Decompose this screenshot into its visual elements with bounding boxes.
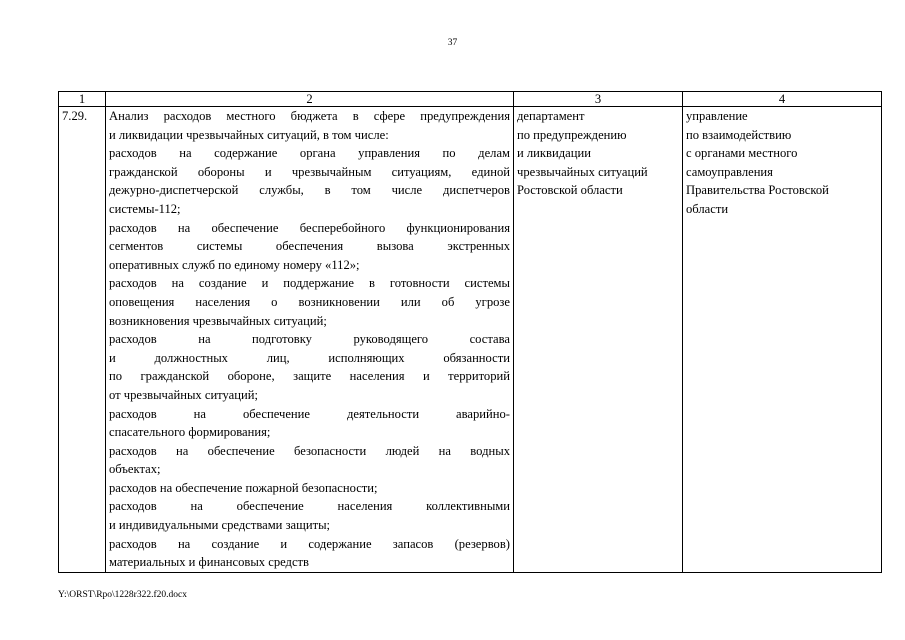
document-table: [58, 91, 853, 573]
description-line: и ликвидации чрезвычайных ситуаций, в том числе:: [109, 127, 389, 142]
coexecutor-cell: [683, 107, 882, 573]
table: [58, 91, 882, 573]
coexecutor-line: области: [686, 201, 729, 216]
description-line: возникновения чрезвычайных ситуаций;: [109, 313, 327, 328]
header-col-4: 4: [683, 92, 882, 107]
description-line: сегментов системы обеспечения вызова экстренных: [109, 239, 510, 254]
description-line: по гражданской обороне, защите населения и территорий: [109, 369, 510, 384]
responsible-line: департамент: [517, 109, 585, 123]
description-line: расходов на создание и содержание запасов (резервов): [109, 536, 510, 551]
description-line: расходов на обеспечение деятельности аварийно-: [109, 406, 510, 421]
header-col-1: 1: [59, 92, 106, 107]
description-line: и должностных лиц, исполняющих обязанности: [109, 350, 510, 365]
description-line: объектах;: [109, 462, 161, 477]
coexecutor-line: по взаимодействию: [686, 127, 792, 142]
description-line: спасательного формирования;: [109, 425, 271, 440]
description-line: расходов на обеспечение населения коллективными: [109, 499, 510, 514]
description-line: Анализ расходов местного бюджета в сфере предупреждения: [109, 109, 510, 123]
coexecutor-line: управление: [686, 109, 748, 123]
responsible-cell: [514, 107, 683, 573]
description-line: расходов на подготовку руководящего состава: [109, 332, 510, 347]
page-number: 37: [447, 38, 458, 48]
footer-file-path: Y:\ORST\Rpo\1228r322.f20.docx: [58, 590, 187, 600]
description-line: гражданской обороны и чрезвычайным ситуациям, единой: [109, 164, 510, 179]
row-number-cell: 7.29.: [59, 107, 106, 573]
description-line: дежурно-диспетчерской службы, в том числе диспетчеров: [109, 183, 510, 198]
coexecutor-line: с органами местного: [686, 146, 798, 161]
description-line: и индивидуальными средствами защиты;: [109, 518, 331, 533]
header-col-3: 3: [514, 92, 683, 107]
description-line: оповещения населения о возникновении или об угрозе: [109, 294, 510, 309]
description-line: расходов на создание и поддержание в готовности системы: [109, 276, 510, 291]
header-col-2: 2: [106, 92, 514, 107]
description-line: расходов на обеспечение безопасности людей на водных: [109, 443, 510, 458]
description-line: системы-112;: [109, 201, 181, 216]
description-line: расходов на обеспечение бесперебойного функционирования: [109, 220, 510, 235]
description-line: расходов на обеспечение пожарной безопасности;: [109, 480, 378, 495]
responsible-line: чрезвычайных ситуаций: [517, 164, 648, 179]
responsible-line: Ростовской области: [517, 183, 623, 198]
description-line: оперативных служб по единому номеру «112»;: [109, 257, 360, 272]
responsible-line: по предупреждению: [517, 127, 627, 142]
table-header-row: [59, 92, 882, 107]
description-line: от чрезвычайных ситуаций;: [109, 387, 258, 402]
coexecutor-line: Правительства Ростовской: [686, 183, 829, 198]
description-line: материальных и финансовых средств: [109, 555, 310, 570]
description-line: расходов на содержание органа управления по делам: [109, 146, 510, 161]
coexecutor-line: самоуправления: [686, 164, 773, 179]
responsible-line: и ликвидации: [517, 146, 591, 161]
table-row: [59, 107, 882, 573]
description-cell: [106, 107, 514, 573]
